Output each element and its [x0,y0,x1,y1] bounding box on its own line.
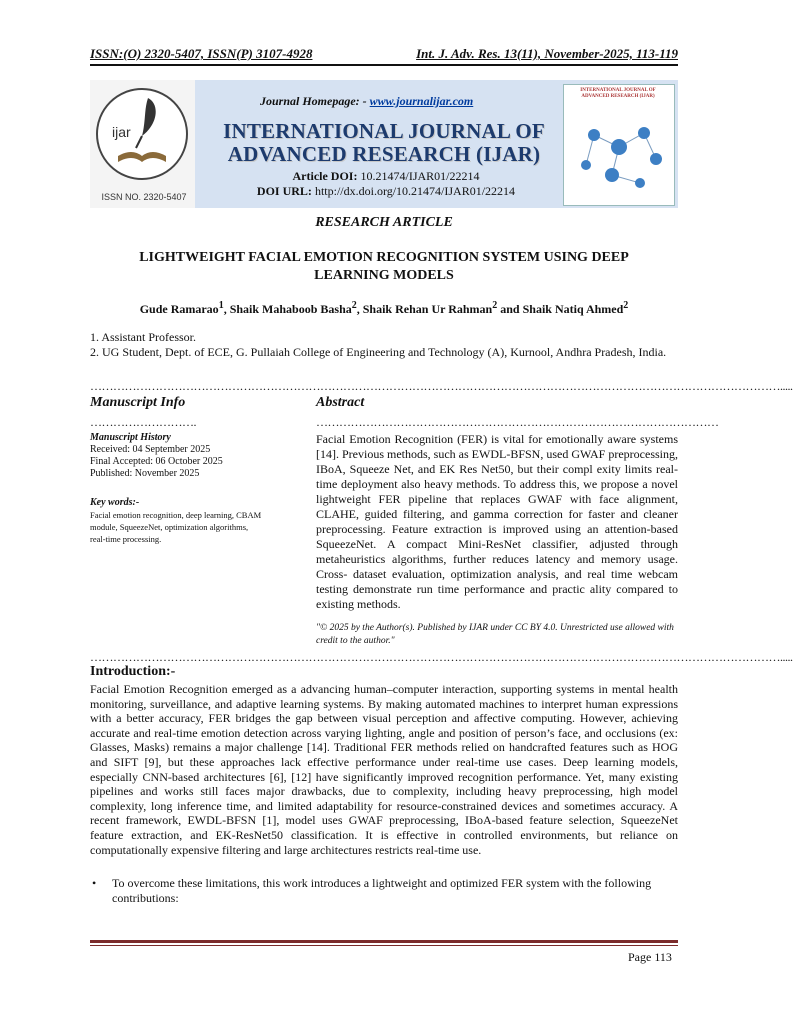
introduction-heading: Introduction:- [90,664,176,679]
author-list: Gude Ramarao$^1$, Shaik Mahaboob Basha$^2$, Shaik Rehan Ur Rahman$^2$ and Shaik Natiq Ahmed$^2$ [139,300,629,316]
running-header [90,46,678,62]
dotted-divider: ………………………………………………………………………………………………………………………………………………………………..... [90,650,793,664]
issn-header: ISSN:(O) 2320-5407, ISSN(P) 3107-4928 [90,46,313,61]
author: Shaik Natiq Ahmed [522,302,624,316]
journal-homepage: Journal Homepage: - www.journalijar.com [260,94,474,108]
manuscript-history: Manuscript History Received: 04 September 2025 Final Accepted: 06 October 2025 Published: November 2025 [90,432,223,479]
affiliation-2: 2. UG Student, Dept. of ECE, G. Pullaiah College of Engineering and Technology (A), Kurnool, Andhra Pradesh, India. [90,345,667,359]
dotted-divider: …………………………………………………………………………………………… [316,415,719,429]
abstract-text: Facial Emotion Recognition (FER) is vital for emotionally aware systems [14]. Previous methods, such as EWDL-BFSN, used GWAF preprocessing, IBoA, Squeeze Net, and EK Res Net50, but their compl exity limits real-time deployment also heavy methods. To address this, we propose a novel lightweight FER pipeline that replaces GWAF with face alignment, CLAHE, guided filtering, and gamma correction for faster and cleaner preprocessing. Feature extraction is improved using an attention-based SqueezeNet. A compact Mini-ResNet classifier, adjusted through metaheuristics algorithms, further reduces latency and memory usage. Cross- dataset evaluation, optimization analysis, and real time webcam testing demonstrate run time performance and practic ality compared to existing methods. [316,432,678,611]
author: Shaik Rehan Ur Rahman [362,302,493,316]
bullet-icon: • [92,876,97,890]
manuscript-info-heading: Manuscript Info [90,395,186,410]
journal-cover-image [563,84,675,206]
molecule-icon [564,85,674,205]
affiliation-1: 1. Assistant Professor. [90,330,197,344]
doi-block: Article DOI: 10.21474/IJAR01/22214 DOI URL: http://dx.doi.org/10.21474/IJAR01/22214 [256,169,516,198]
license-notice: "© 2025 by the Author(s). Published by IJAR under CC BY 4.0. Unrestricted use allowed with credit to the author." [316,623,674,646]
article-type: RESEARCH ARTICLE [315,215,453,230]
author: Shaik Mahaboob Basha [229,302,352,316]
author: Gude Ramarao [139,302,219,316]
affiliations [90,330,678,360]
ijar-logo [96,88,188,180]
abstract-heading: Abstract [316,395,365,410]
introduction-text: Facial Emotion Recognition emerged as a advancing human–computer interaction, supporting systems in mental health monitoring, surveillance, and adaptive learning systems. By making automated machines to interpret human expressions with a better accuracy, FER bridges the gap between visual perception and affective computing. However, achieving accurate and real-time emotion detection across varying lighting, angle and position of person’s face, and occlusions (ex: Glasses, Masks) remains a major challenge [14]. Traditional FER methods relied on handcrafted features such as HOG and SIFT [9], but these approaches lack effective performance under real-time use cases. Deep learning models, especially CNN-based architectures [6], [12] have significantly improved recognition performance. Yet, many existing pipelines and works still faces major drawbacks, due to complexity, including heavy preprocessing, high model complexity, long inference time, and limited adaptability for resource-constrained devices and sometimes accuracy. A recent framework, EWDL-BFSN [1], model uses GWAF preprocessing, IBoA-based feature selection, SqueezeNet feature extraction, and EK-ResNet50 classification. It is effective in controlled environments, but reliance on computationally expensive filtering and large architectures restricts real-time use. [90,682,678,857]
keywords-label: Key words:- [90,497,140,508]
list-item: • To overcome these limitations, this work introduces a lightweight and optimized FER system with the following contributions: [92,876,652,905]
dotted-divider: ………………………. [90,415,196,429]
keywords: Facial emotion recognition, deep learning, CBAM module, SqueezeNet, optimization algorithms, real-time processing. [90,510,262,544]
dotted-divider: ………………………………………………………………………………………………………………………………………………………………..... [90,379,793,393]
logo-issn: ISSN NO. 2320-5407 [101,192,187,202]
footer-rule-thin [90,945,678,946]
article-title: LIGHTWEIGHT FACIAL EMOTION RECOGNITION SYSTEM USING DEEP LEARNING MODELS [139,250,629,283]
citation-header: Int. J. Adv. Res. 13(11), November-2025, 113-119 [416,46,678,61]
header-rule [90,64,678,66]
homepage-link[interactable]: www.journalijar.com [369,94,474,108]
journal-name: INTERNATIONAL JOURNAL OF ADVANCED RESEARCH (IJAR) [223,119,545,166]
footer-rule [90,940,678,943]
doi-value: 10.21474/IJAR01/22214 [360,169,480,183]
doi-url[interactable]: http://dx.doi.org/10.21474/IJAR01/22214 [314,184,516,198]
logo-text: ijar [112,124,131,140]
page-number: Page 113 [628,950,672,964]
cover-title: INTERNATIONAL JOURNAL OF ADVANCED RESEARCH (IJAR) [580,88,656,99]
